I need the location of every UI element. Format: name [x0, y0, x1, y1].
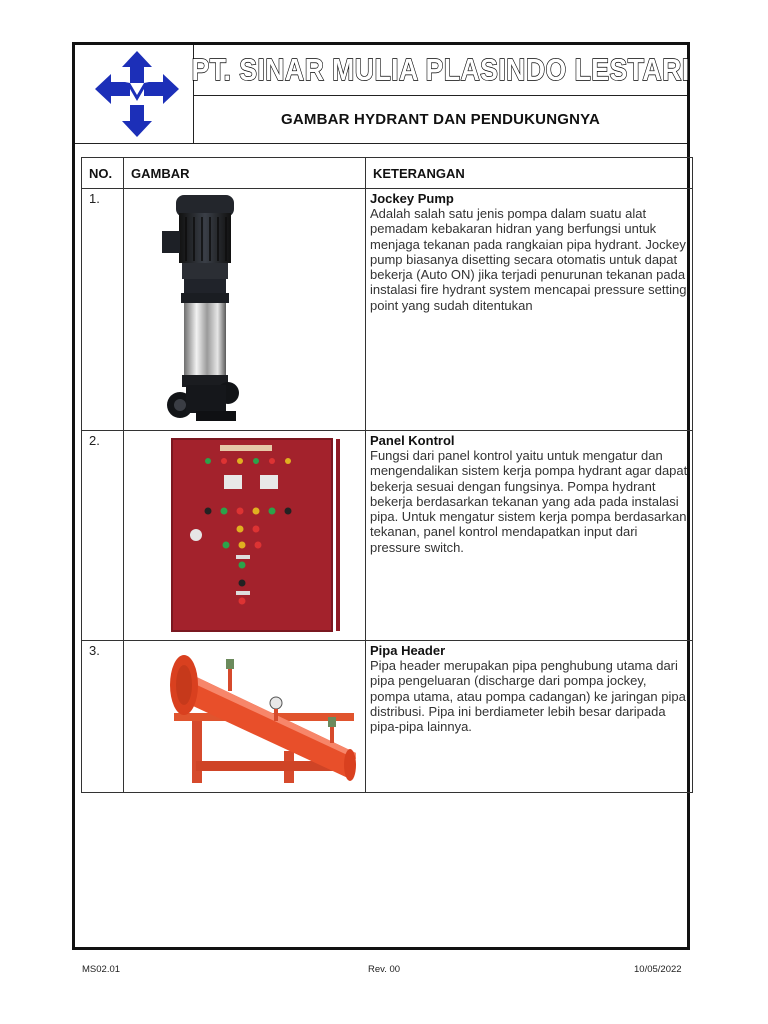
item-description: Adalah salah satu jenis pompa dalam suatu alat pemadam kebakaran hidran yang berfungsi untuk menjaga tekanan pada rangkaian pipa hydrant. Jockey pump biasanya disetting secara otomatis untuk dapat bekerja (Auto ON) jika terjadi penurunan tekanan pada instalasi fire hydrant system mencapai pressure setting point yang sudah ditentukan — [370, 206, 687, 313]
hydrant-table — [81, 157, 693, 793]
item-title: Jockey Pump — [370, 191, 454, 206]
column-header-no: NO. — [82, 158, 124, 189]
control-panel-photo-icon — [124, 431, 358, 637]
item-title: Pipa Header — [370, 643, 446, 658]
logo-cell — [75, 45, 194, 144]
column-header-keterangan: KETERANGAN — [366, 158, 693, 189]
row-number: 1. — [82, 189, 124, 431]
company-name: PT. SINAR MULIA PLASINDO LESTARI — [191, 52, 690, 87]
item-description: Fungsi dari panel kontrol yaitu untuk mengatur dan mengendalikan sistem kerja pompa hydrant agar dapat bekerja sesuai dengan fungsinya. Pompa hydrant bekerja berdasarkan tekanan yang ada pada instalasi pipa. Untuk mengatur sistem kerja pompa berdasarkan tekanan, panel kontrol mendapatkan input dari pressure switch. — [370, 448, 688, 555]
table-row — [82, 431, 693, 641]
item-description: Pipa header merupakan pipa penghubung utama dari pipa pengeluaran (discharge dari pompa jockey, pompa utama, atau pompa cadangan) ke jaringan pipa distribusi. Pipa ini berdiameter lebih besar daripada pipa-pipa lainnya. — [370, 658, 686, 735]
image-cell — [124, 431, 366, 641]
footer-date: 10/05/2022 — [634, 964, 682, 975]
footer-document-code: MS02.01 — [82, 964, 121, 975]
table-header-row — [82, 158, 693, 189]
footer-revision: Rev. 00 — [368, 964, 401, 975]
company-logo-icon — [75, 45, 193, 143]
title-cell — [194, 96, 687, 144]
description-cell — [366, 189, 693, 431]
description-cell — [366, 641, 693, 793]
row-number: 3. — [82, 641, 124, 793]
row-number: 2. — [82, 431, 124, 641]
table-row — [82, 189, 693, 431]
header-pipe-photo-icon — [124, 641, 358, 789]
image-cell — [124, 189, 366, 431]
description-cell — [366, 431, 693, 641]
item-title: Panel Kontrol — [370, 433, 455, 448]
document-title: GAMBAR HYDRANT DAN PENDUKUNGNYA — [281, 111, 600, 128]
column-header-gambar: GAMBAR — [124, 158, 366, 189]
company-name-cell — [191, 45, 690, 96]
jockey-pump-photo-icon — [124, 189, 358, 427]
table-row — [82, 641, 693, 793]
image-cell — [124, 641, 366, 793]
